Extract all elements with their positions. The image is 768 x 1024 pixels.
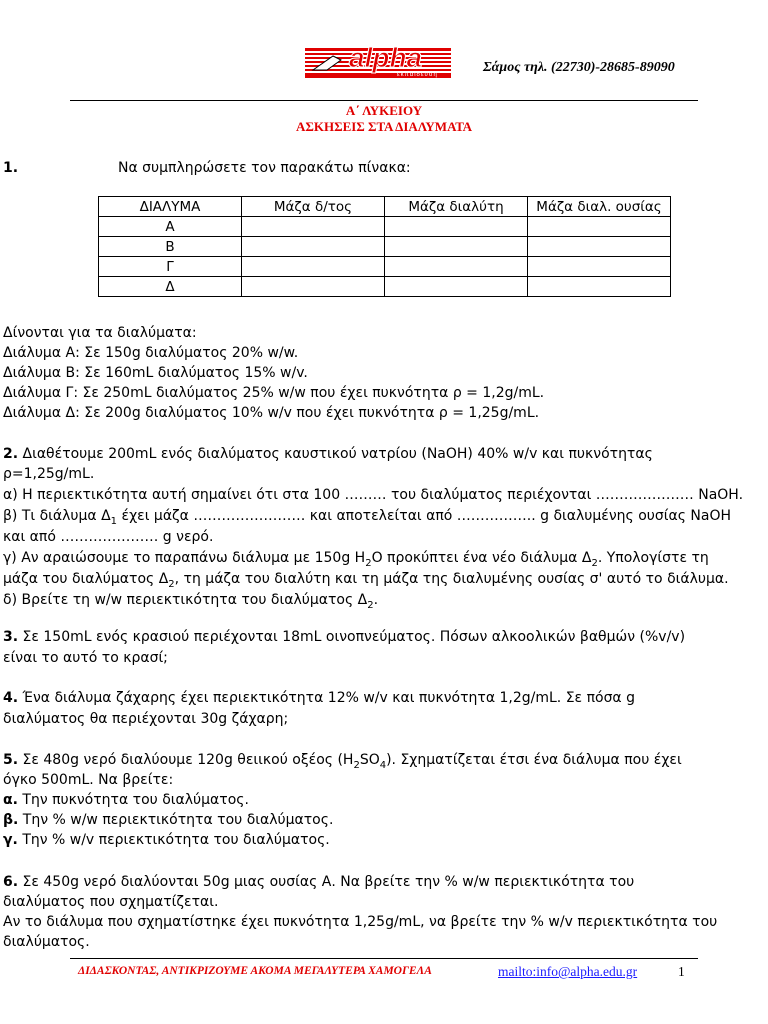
table-cell: Β [99,237,242,257]
table-header: Μάζα διαλύτη [385,197,528,217]
paragraph: ρ=1,25g/mL. [3,466,95,482]
item-label: α. [3,792,18,808]
table-cell [385,277,528,297]
table-cell: Δ [99,277,242,297]
table-row [99,277,671,297]
paragraph: διαλύματος θα περιέχονται 30g ζάχαρη; [3,711,289,727]
exercise-number: 1. [3,160,19,176]
header-phone: Σάμος τηλ. (22730)-28685-89090 [483,60,675,75]
paragraph: μάζα του διαλύματος Δ [3,571,169,587]
paragraph: O προκύπτει ένα νέο διάλυμα Δ [371,550,592,566]
paragraph: Σε 450g νερό διαλύονται 50g μιας ουσίας Α. Να βρείτε την % w/w περιεκτικότητα του [22,874,635,890]
table-header: Μάζα διαλ. ουσίας [528,197,671,217]
item-label: β. [3,812,19,828]
page-number: 1 [678,964,685,979]
paragraph: α) Η περιεκτικότητα αυτή σημαίνει ότι στα 100 ……… του διαλύματος περιέχονται ………………… NaOH. [3,487,744,503]
table-cell [385,237,528,257]
subscript: 4 [379,759,387,771]
exercise-number: 6. [3,874,19,890]
table-cell [528,217,671,237]
paragraph: δ) Βρείτε τη w/w περιεκτικότητα του διαλύματος Δ [3,592,368,608]
table-row [99,217,671,237]
paragraph: ). Σχηματίζεται έτσι ένα διάλυμα που έχει [386,752,682,768]
table-row [99,257,671,277]
list-item [3,790,249,810]
table-cell [528,277,671,297]
paragraph: είναι το αυτό το κρασί; [3,650,168,666]
table-cell [242,257,385,277]
paragraph: διαλύματος που σχηματίζεται. [3,894,219,910]
table-cell [242,237,385,257]
paragraph: β) Τι διάλυμα Δ [3,508,111,524]
exercise-6-line [3,872,634,892]
table-cell [528,237,671,257]
table-cell: Γ [99,257,242,277]
exercise-1-heading [3,158,18,178]
subscript: 2 [591,557,598,569]
paragraph: και από ………………… g νερό. [3,529,214,545]
paragraph: Διάλυμα Α: Σε 150g διαλύματος 20% w/w. [3,345,299,361]
table-cell [385,217,528,237]
paragraph: Αν το διάλυμα που σχηματίστηκε έχει πυκνότητα 1,25g/mL, να βρείτε την % w/v περιεκτικότητα του [3,914,718,930]
exercise-3-line [3,627,685,647]
paragraph: , τη μάζα του διαλύτη και τη μάζα της διαλυμένης ουσίας σ' αυτό το διάλυμα. [174,571,729,587]
paragraph: Σε 480g νερό διαλύουμε 120g θειικού οξέος (H [22,752,354,768]
item-text: Την % w/w περιεκτικότητα του διαλύματος. [22,812,334,828]
paragraph: Ένα διάλυμα ζάχαρης έχει περιεκτικότητα 12% w/v και πυκνότητα 1,2g/mL. Σε πόσα g [22,690,636,706]
item-label: γ. [3,832,18,848]
table-cell [385,257,528,277]
exercise-number: 2. [3,446,19,462]
paragraph: Διαθέτουμε 200mL ενός διαλύματος καυστικού νατρίου (NaOH) 40% w/v και πυκνότητας [22,446,653,462]
exercise-2-line [3,590,378,616]
header-rule [70,100,698,101]
subscript: 2 [353,759,360,771]
email-link[interactable]: mailto:info@alpha.edu.gr [498,964,638,979]
title-topic: ΑΣΚΗΣΕΙΣ ΣΤΑ ΔΙΑΛΥΜΑΤΑ [295,119,473,134]
paragraph: Δίνονται για τα διαλύματα: [3,325,197,341]
paragraph: Διάλυμα Γ: Σε 250mL διαλύματος 25% w/w που έχει πυκνότητα ρ = 1,2g/mL. [3,385,545,401]
table-header: Μάζα δ/τος [242,197,385,217]
paragraph: γ) Αν αραιώσουμε το παραπάνω διάλυμα με 150g H [3,550,366,566]
title-grade: Α΄ ΛΥΚΕΙΟΥ [345,103,423,118]
exercise-number: 3. [3,629,19,645]
paragraph: . Υπολογίστε τη [597,550,709,566]
list-item [3,830,330,850]
paragraph: Σε 150mL ενός κρασιού περιέχονται 18mL οινοπνεύματος. Πόσων αλκοολικών βαθμών (%v/v) [22,629,686,645]
table-cell [528,257,671,277]
exercise-2-line [3,444,653,464]
exercise-4-line [3,688,635,708]
paragraph: διαλύματος. [3,934,90,950]
subscript: 1 [110,515,118,527]
list-item [3,810,333,830]
paragraph: Διάλυμα Β: Σε 160mL διαλύματος 15% w/v. [3,365,308,381]
alpha-logo [305,42,451,78]
paragraph: έχει μάζα …………………… και αποτελείται από …………….. g διαλυμένης ουσίας NaOH [117,508,731,524]
table-cell [242,277,385,297]
footer-slogan: ΔΙΔΑΣΚΟΝΤΑΣ, ΑΝΤΙΚΡΙΖΟΥΜΕ ΑΚΟΜΑ ΜΕΓΑΛΥΤΕΡΑ ΧΑΜΟΓΕΛΑ [78,965,432,977]
item-text: Την πυκνότητα του διαλύματος. [22,792,249,808]
subscript: 2 [367,599,374,611]
subscript: 2 [365,557,372,569]
paragraph: όγκο 500mL. Να βρείτε: [3,772,174,788]
paragraph: . [373,592,379,608]
exercise-number: 4. [3,690,19,706]
exercise-number: 5. [3,752,19,768]
footer-rule [70,958,698,959]
logo-text: alpha [349,42,423,73]
solutions-table [98,196,671,297]
table-header: ΔΙΑΛΥΜΑ [99,197,242,217]
paragraph: Διάλυμα Δ: Σε 200g διαλύματος 10% w/v που έχει πυκνότητα ρ = 1,25g/mL. [3,405,540,421]
logo-subtext: εκπαίδευση [397,72,438,78]
exercise-1-instruction: Να συμπληρώσετε τον παρακάτω πίνακα: [118,160,411,176]
table-header-row [99,197,671,217]
subscript: 2 [168,578,175,590]
item-text: Την % w/v περιεκτικότητα του διαλύματος. [22,832,330,848]
paragraph: SO [359,752,380,768]
table-cell [242,217,385,237]
table-cell: Α [99,217,242,237]
table-row [99,237,671,257]
